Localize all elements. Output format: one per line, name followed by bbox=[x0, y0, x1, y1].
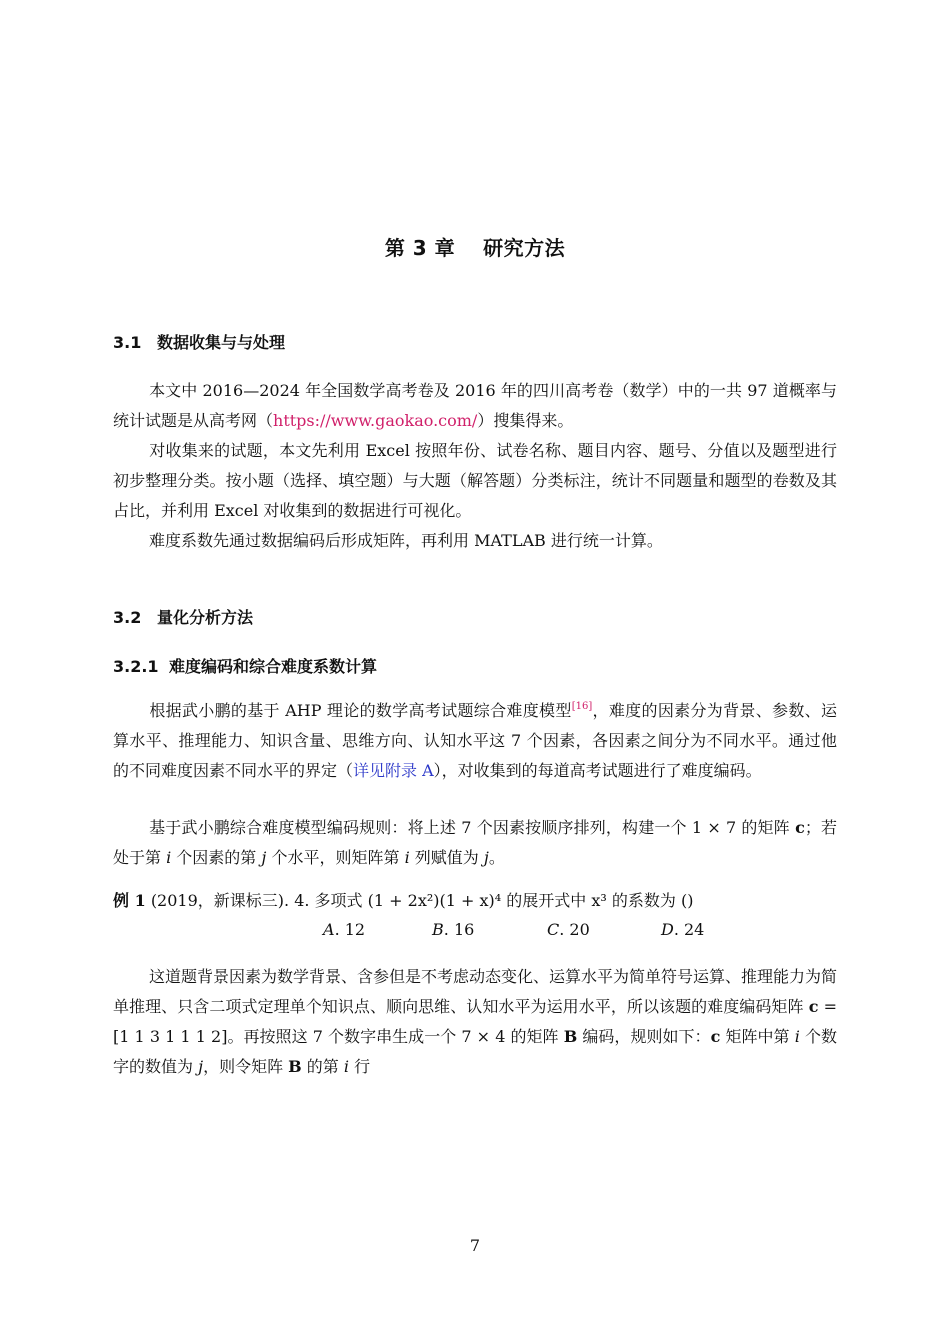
section-number: 3.1 bbox=[113, 333, 142, 352]
citation-16[interactable]: [16] bbox=[571, 701, 593, 712]
page-number: 7 bbox=[469, 1236, 481, 1255]
paragraph-3-1-b: 对收集来的试题，本文先利用 Excel 按照年份、试卷名称、题目内容、题号、分值以及题型进行初步整理分类。按小题（选择、填空题）与大题（解答题）分类标注，统计不同题量和题型的卷数及其占比，并利用 Excel 对收集到的数据进行可视化。 bbox=[113, 441, 837, 520]
paragraph-after-example: 这道题背景因素为数学背景、含参但是不考虑动态变化、运算水平为简单符号运算、推理能力为简单推理、只含二项式定理单个知识点、顺向思维、认知水平为运用水平，所以该题的难度编码矩阵 c = [1 1 3 1 1 1 2]。再按照这 7 个数字串生成一个 7 × 4 的矩阵 B 编码，规则如下：c 矩阵中第 i 个数字的数值为 j，则令矩阵 B 的第 i 行 bbox=[113, 967, 838, 1076]
subsection-title: 难度编码和综合难度系数计算 bbox=[169, 657, 378, 676]
paragraph-3-2-1-b: 基于武小鹏综合难度模型编码规则：将上述 7 个因素按顺序排列，构建一个 1 × 7 的矩阵 c；若处于第 i 个因素的第 j 个水平，则矩阵第 i 列赋值为 j。 bbox=[113, 818, 837, 867]
section-title: 量化分析方法 bbox=[157, 608, 254, 627]
chapter-name: 研究方法 bbox=[483, 236, 566, 260]
section-number: 3.2 bbox=[113, 608, 142, 627]
paragraph-3-1-c: 难度系数先通过数据编码后形成矩阵，再利用 MATLAB 进行统一计算。 bbox=[149, 531, 663, 550]
paragraph-3-1-a: 本文中 2016—2024 年全国数学高考卷及 2016 年的四川高考卷（数学）中的一共 97 道概率与统计试题是从高考网（https://www.gaokao.com/）搜集得来。 bbox=[113, 381, 837, 430]
subsection-heading-3-2-1 bbox=[113, 654, 377, 677]
chapter-title bbox=[0, 232, 950, 261]
example-label: 例 1 bbox=[113, 891, 146, 910]
section-heading-3-2 bbox=[113, 605, 253, 628]
section-title: 数据收集与与处理 bbox=[157, 333, 286, 352]
option-a: A. 12 bbox=[323, 920, 366, 939]
gaokao-link[interactable]: https://www.gaokao.com/ bbox=[273, 411, 478, 430]
example-source: (2019，新课标三). bbox=[150, 891, 290, 910]
section-heading-3-1 bbox=[113, 330, 285, 353]
option-d: D. 24 bbox=[661, 920, 705, 939]
subsection-number: 3.2.1 bbox=[113, 657, 159, 676]
chapter-number: 第 3 章 bbox=[384, 236, 456, 260]
example-question: 4. 多项式 (1 + 2x²)(1 + x)⁴ 的展开式中 x³ 的系数为 () bbox=[294, 891, 694, 910]
option-b: B. 16 bbox=[432, 920, 475, 939]
paragraph-3-2-1-a: 根据武小鹏的基于 AHP 理论的数学高考试题综合难度模型[16]，难度的因素分为背景、参数、运算水平、推理能力、知识含量、思维方向、认知水平这 7 个因素，各因素之间分为不同水平。通过他的不同难度因素不同水平的界定（详见附录 A），对收集到的每道高考试题进行了难度编码。 bbox=[113, 701, 837, 780]
example-1 bbox=[113, 888, 693, 911]
option-c: C. 20 bbox=[547, 920, 590, 939]
appendix-a-link[interactable]: 详见附录 A bbox=[353, 761, 434, 780]
